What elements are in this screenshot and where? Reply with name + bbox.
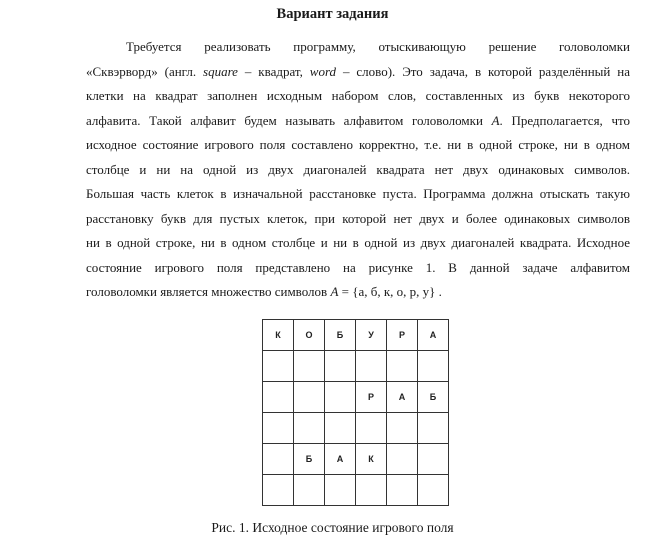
paragraph-text: – слово). Это задача, в которой разделённый на [336,63,630,79]
grid-cell [418,413,449,444]
grid-cell [418,475,449,506]
paragraph-line: Большая часть клеток в изначальной расстановке пуста. Программа должна отыскать такую [86,186,630,201]
grid-cell [387,413,418,444]
grid-cell: Б [325,320,356,351]
puzzle-grid [262,319,449,506]
grid-cell [418,444,449,475]
paragraph-line [86,109,630,134]
grid-cell [263,475,294,506]
paragraph-line: клетки на квадрат заполнен исходным набором слов, составленных из букв некоторого [86,88,630,103]
grid-row [263,320,449,351]
grid-cell: А [387,382,418,413]
paragraph-line [86,280,630,305]
paragraph-text: алфавита. Такой алфавит будем называть алфавитом головоломки [86,112,492,128]
grid-cell [294,475,325,506]
grid-cell [325,475,356,506]
grid-row [263,382,449,413]
paragraph-line: исходное состояние игрового поля составлено корректно, т.е. ни в одной строке, ни в одном [86,137,630,152]
grid-cell [294,382,325,413]
grid-cell [387,475,418,506]
paragraph-line: Требуется реализовать программу, отыскивающую решение головоломки [126,39,630,54]
grid-row [263,475,449,506]
grid-cell: А [325,444,356,475]
paragraph-term: word [309,63,337,79]
grid-cell: Р [387,320,418,351]
grid-cell [356,413,387,444]
paragraph-text: «Сквэрворд» (англ. [86,63,204,79]
page-title: Вариант задания [276,6,389,22]
formula-set: = {а, б, к, о, р, у} . [338,284,442,299]
grid-cell [263,444,294,475]
grid-cell [325,382,356,413]
grid-cell: О [294,320,325,351]
grid-row [263,413,449,444]
grid-cell [387,444,418,475]
grid-cell [294,351,325,382]
grid-cell: Б [294,444,325,475]
grid-cell: Б [418,382,449,413]
grid-cell [263,382,294,413]
grid-cell: К [356,444,387,475]
paragraph-line [86,60,630,85]
grid-cell: А [418,320,449,351]
grid-cell [263,413,294,444]
paragraph-line: ни в одной строке, ни в одном столбце и ни в одной из двух диагоналей квадрата. Исходное [86,235,630,250]
paragraph-text: – квадрат, [237,63,310,79]
grid-cell: Р [356,382,387,413]
paragraph-line: состояние игрового поля представлено на рисунке 1. В данной задаче алфавитом [86,259,630,275]
paragraph-text: головоломки является множество символов [86,284,331,299]
paragraph-variable: A [491,112,500,128]
grid-cell: К [263,320,294,351]
grid-cell [325,413,356,444]
grid-cell [325,351,356,382]
paragraph-text: . Предполагается, что [499,112,630,128]
task-paragraph [86,35,630,305]
grid-cell [356,351,387,382]
grid-row [263,444,449,475]
figure-caption: Рис. 1. Исходное состояние игрового поля [211,520,454,535]
paragraph-line: расстановку букв для пустых клеток, при которой нет двух и более одинаковых символов [86,210,630,226]
grid-cell [263,351,294,382]
formula-variable: A [330,284,339,299]
grid-cell [387,351,418,382]
grid-cell [418,351,449,382]
grid-cell [294,413,325,444]
paragraph-term: square [203,63,238,79]
grid-cell [356,475,387,506]
grid-cell: У [356,320,387,351]
grid-row [263,351,449,382]
paragraph-line: столбце и ни на одной из двух диагоналей квадрата нет двух одинаковых символов. [86,161,630,177]
